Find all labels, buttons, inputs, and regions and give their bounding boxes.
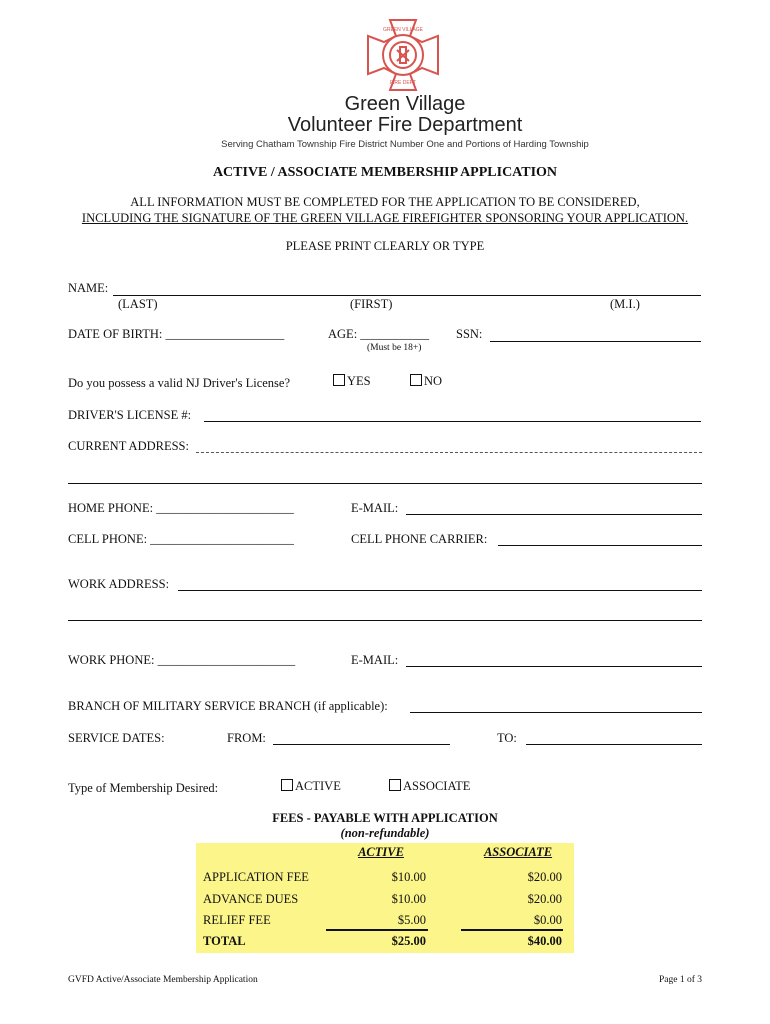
associate-label: ASSOCIATE: [403, 779, 471, 793]
fee-total-associate: $40.00: [527, 934, 562, 948]
form-title: ACTIVE / ASSOCIATE MEMBERSHIP APPLICATION: [212, 165, 558, 180]
notice-line-1: ALL INFORMATION MUST BE COMPLETED FOR THE APPLICATION TO BE CONSIDERED,: [130, 195, 640, 209]
notice-line-2: INCLUDING THE SIGNATURE OF THE GREEN VILLAGE FIREFIGHTER SPONSORING YOUR APPLICATION.: [81, 211, 689, 225]
age-field[interactable]: AGE: ___________: [328, 327, 430, 341]
fees-col-associate: ASSOCIATE: [483, 845, 553, 859]
yes-label: YES: [347, 374, 371, 388]
email-field[interactable]: [406, 514, 702, 515]
department-logo: [362, 14, 444, 96]
fees-col-active: ACTIVE: [358, 845, 404, 859]
fees-heading: FEES - PAYABLE WITH APPLICATION: [272, 811, 498, 825]
org-name-line1: Green Village: [344, 93, 466, 115]
maltese-cross-icon: [362, 14, 444, 96]
license-number-field[interactable]: [204, 421, 701, 422]
yes-option[interactable]: [333, 374, 371, 389]
fees-subheading: (non-refundable): [340, 826, 430, 840]
to-label: TO:: [497, 731, 517, 745]
logo-top-text: GREEN VILLAGE: [382, 27, 424, 33]
no-option[interactable]: [410, 374, 442, 389]
cell-carrier-field[interactable]: [498, 545, 702, 546]
active-option[interactable]: [281, 779, 341, 794]
fee-row-active: $5.00: [397, 913, 426, 927]
last-name-label: (LAST): [118, 297, 158, 311]
active-label: ACTIVE: [295, 779, 341, 793]
name-label: NAME:: [68, 281, 109, 295]
work-address-label: WORK ADDRESS:: [68, 577, 170, 591]
name-field[interactable]: [113, 295, 701, 296]
ssn-label: SSN:: [456, 327, 483, 341]
email-label: E-MAIL:: [351, 501, 399, 515]
footer-doc-name: GVFD Active/Associate Membership Application: [68, 975, 258, 985]
military-label: BRANCH OF MILITARY SERVICE BRANCH (if applicable):: [68, 699, 388, 713]
from-label: FROM:: [227, 731, 266, 745]
from-field[interactable]: [273, 744, 450, 745]
fee-row-associate: $0.00: [533, 913, 562, 927]
org-tagline: Serving Chatham Township Fire District Number One and Portions of Harding Township: [221, 139, 589, 150]
no-label: NO: [424, 374, 443, 388]
age-note: (Must be 18+): [367, 343, 422, 353]
org-name-line2: Volunteer Fire Department: [287, 114, 523, 136]
membership-label: Type of Membership Desired:: [68, 781, 219, 795]
fee-row-active: $10.00: [391, 892, 426, 906]
work-phone-field[interactable]: WORK PHONE: ______________________: [68, 653, 296, 667]
footer-page-number: Page 1 of 3: [658, 975, 702, 985]
military-field[interactable]: [410, 712, 702, 713]
logo-bottom-text: FIRE DEPT: [389, 80, 417, 86]
fee-total-label: TOTAL: [203, 934, 246, 948]
associate-option[interactable]: [389, 779, 470, 794]
fee-row-associate: $20.00: [527, 870, 562, 884]
fee-row-label: APPLICATION FEE: [203, 870, 309, 884]
work-email-field[interactable]: [406, 666, 702, 667]
service-dates-label: SERVICE DATES:: [68, 731, 165, 745]
license-number-label: DRIVER'S LICENSE #:: [68, 408, 192, 422]
current-address-label: CURRENT ADDRESS:: [68, 439, 189, 453]
checkbox-icon[interactable]: [281, 779, 293, 791]
fee-row-active: $10.00: [391, 870, 426, 884]
to-field[interactable]: [526, 744, 702, 745]
middle-initial-label: (M.I.): [610, 297, 640, 311]
first-name-label: (FIRST): [350, 297, 393, 311]
fee-row-label: RELIEF FEE: [203, 913, 271, 927]
current-address-field[interactable]: [196, 452, 702, 453]
fee-row-label: ADVANCE DUES: [203, 892, 299, 906]
fee-total-active: $25.00: [391, 934, 426, 948]
work-address-field[interactable]: [178, 590, 702, 591]
checkbox-icon[interactable]: [389, 779, 401, 791]
license-question: Do you possess a valid NJ Driver's License?: [68, 376, 290, 390]
cell-carrier-label: CELL PHONE CARRIER:: [351, 532, 488, 546]
home-phone-field[interactable]: HOME PHONE: ______________________: [68, 501, 294, 515]
work-address-line-2[interactable]: [68, 620, 702, 621]
checkbox-icon[interactable]: [333, 374, 345, 386]
print-note: PLEASE PRINT CLEARLY OR TYPE: [285, 239, 485, 253]
current-address-line-2[interactable]: [68, 483, 702, 484]
checkbox-icon[interactable]: [410, 374, 422, 386]
fee-row-associate: $20.00: [527, 892, 562, 906]
total-rule-active: [326, 929, 428, 931]
dob-field[interactable]: DATE OF BIRTH: ___________________: [68, 327, 285, 341]
ssn-field[interactable]: [490, 341, 701, 342]
cell-phone-field[interactable]: CELL PHONE: _______________________: [68, 532, 294, 546]
work-email-label: E-MAIL:: [351, 653, 399, 667]
total-rule-associate: [461, 929, 563, 931]
